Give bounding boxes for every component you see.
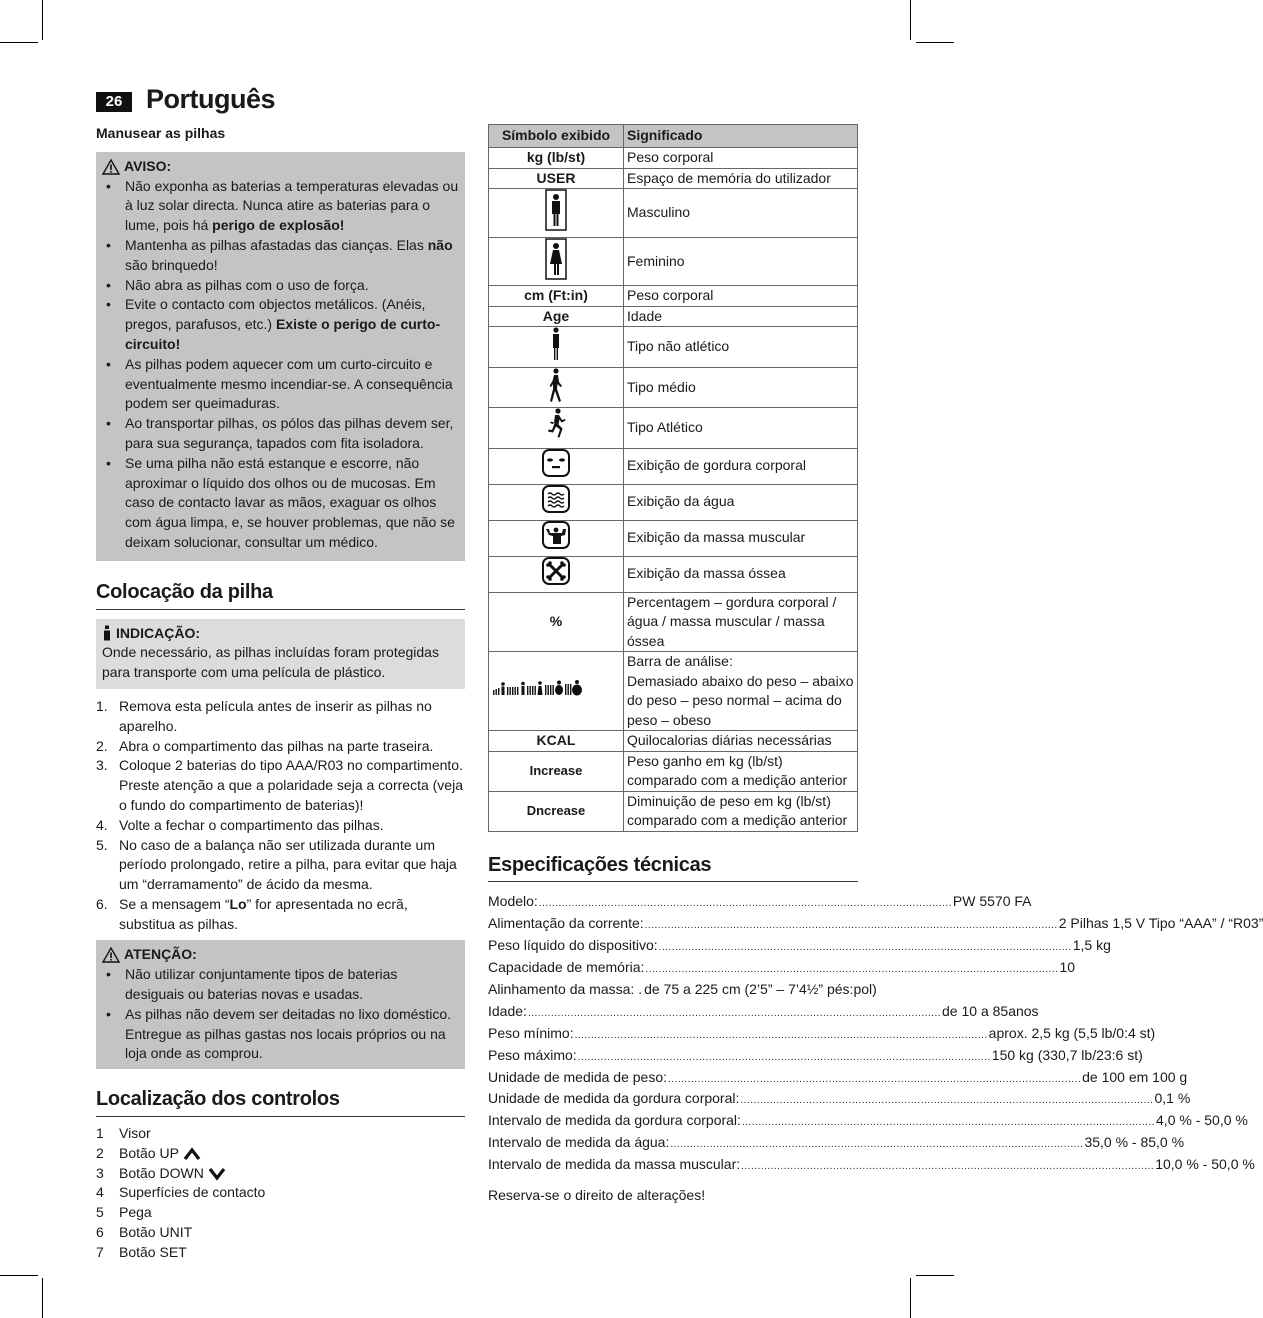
female-icon — [545, 238, 567, 286]
crop-mark — [42, 0, 43, 40]
meaning-cell — [624, 652, 858, 731]
step-text: Abra o compartimento das pilhas na parte traseira. — [119, 737, 434, 754]
meaning-cell — [624, 791, 858, 831]
table-row — [489, 237, 858, 286]
caution-box — [96, 940, 465, 1069]
spec-value: 150 kg (330,7 lb/23:6 st) — [991, 1046, 1143, 1063]
warning-title-text: AVISO: — [124, 157, 172, 174]
crop-mark — [916, 42, 954, 43]
body-fat-icon — [542, 449, 570, 477]
note-title-text: INDICAÇÃO: — [116, 624, 200, 641]
muscle-icon — [542, 521, 570, 549]
spec-value: de 75 a 225 cm (2’5” – 7’4½” pés:pol) — [644, 980, 877, 997]
item-text: Não abra as pilhas com o uso de força. — [125, 276, 369, 293]
symbol-text: kg (lb/st) — [526, 149, 586, 165]
caution-title-text: ATENÇÃO: — [124, 946, 197, 963]
spec-value: 4,0 % - 50,0 % — [1156, 1112, 1248, 1129]
spec-label: Capacidade de memória: — [488, 959, 645, 976]
item-emphasis: Existe o perigo de curto-circuito! — [125, 316, 441, 352]
meaning-text: Percentagem – gordura corporal / água / massa muscular / massa óssea — [627, 593, 837, 649]
symbol-text: cm (Ft:in) — [524, 287, 588, 303]
spec-value: 10,0 % - 50,0 % — [1155, 1156, 1255, 1173]
symbol-cell — [489, 189, 624, 238]
step-item — [96, 895, 465, 935]
control-item — [96, 1164, 465, 1184]
spec-value: 0,1 % — [1154, 1090, 1191, 1107]
crop-mark — [916, 1275, 954, 1276]
symbol-text: USER — [536, 169, 576, 186]
list-item — [102, 295, 459, 354]
list-item — [102, 355, 459, 414]
item-emphasis: perigo de explosão! — [212, 217, 345, 234]
page-number: 26 — [96, 92, 132, 112]
control-label: Visor — [119, 1125, 151, 1142]
info-icon — [102, 625, 112, 641]
table-row — [489, 408, 858, 449]
table-header-meaning: Significado — [624, 125, 858, 148]
controls-list — [96, 1124, 465, 1263]
item-text: As pilhas podem aquecer com um curto-circuito e eventualmente mesmo incendiar-se. A consequência podem ser queimaduras. — [125, 355, 453, 412]
list-item — [102, 236, 459, 276]
table-row — [489, 556, 858, 592]
symbol-cell — [489, 148, 624, 169]
table-row — [489, 327, 858, 368]
spec-row — [488, 1024, 1156, 1046]
meaning-text: Tipo Atlético — [627, 419, 703, 435]
left-column — [96, 124, 465, 1263]
symbol-text: Increase — [529, 763, 583, 779]
control-item — [96, 1183, 465, 1203]
step-item — [96, 737, 465, 757]
water-icon — [542, 485, 570, 513]
spec-dots: .............................................................................................................................. — [670, 1139, 1084, 1151]
meaning-text: Quilocalorias diárias necessárias — [627, 732, 832, 748]
table-row — [489, 168, 858, 189]
meaning-text: Exibição de gordura corporal — [627, 457, 806, 474]
step-emphasis: Lo — [229, 895, 247, 912]
spec-label: Intervalo de medida da massa muscular: — [488, 1156, 741, 1173]
spec-value: 2 Pilhas 1,5 V Tipo “AAA” / “R03” — [1058, 915, 1263, 932]
meaning-cell — [624, 306, 858, 327]
symbol-cell — [489, 592, 624, 652]
symbol-text: KCAL — [536, 732, 576, 748]
section-title-specs: Especificações técnicas — [488, 856, 858, 883]
meaning-cell — [624, 367, 858, 408]
control-number: 3 — [96, 1164, 104, 1181]
spec-dots: .............................................................................................................................. — [740, 1095, 1154, 1107]
spec-dots: .............................................................................................................................. — [577, 1051, 991, 1063]
symbol-cell — [489, 327, 624, 368]
spec-label: Intervalo de medida da água: — [488, 1134, 670, 1151]
meaning-text: Diminuição de peso em kg (lb/st) comparado com a medição anterior — [627, 792, 848, 828]
symbol-text: Age — [542, 307, 570, 324]
step-text: Coloque 2 baterias do tipo AAA/R03 no compartimento. Preste atenção a que a polaridade seja a correcta (veja o fundo do compartimento de baterias)! — [119, 757, 463, 813]
step-number: 6. — [96, 895, 108, 912]
step-text: Volte a fechar o compartimento das pilhas. — [119, 816, 384, 833]
analysis-bar-icon — [492, 678, 620, 704]
spec-label: Intervalo de medida da gordura corporal: — [488, 1112, 741, 1129]
meaning-cell — [624, 286, 858, 307]
step-number: 4. — [96, 816, 108, 833]
spec-row — [488, 1046, 1143, 1068]
caution-title — [102, 945, 459, 965]
step-item — [96, 697, 465, 737]
spec-dots: .............................................................................................................................. — [668, 1073, 1082, 1085]
spec-row — [488, 1002, 1039, 1024]
meaning-text: Masculino — [627, 204, 691, 220]
item-text: são brinquedo! — [125, 256, 218, 273]
spec-dots: .............................................................................................................................. — [741, 1117, 1156, 1129]
spec-label: Peso mínimo: — [488, 1024, 574, 1041]
symbol-cell — [489, 751, 624, 791]
running-person-icon — [546, 408, 566, 442]
spec-label: Alimentação da corrente: — [488, 915, 644, 932]
control-number: 7 — [96, 1243, 104, 1260]
running-person-icon — [546, 408, 566, 448]
meaning-cell — [624, 448, 858, 484]
control-number: 6 — [96, 1224, 104, 1241]
muscle-icon — [542, 521, 570, 555]
symbols-table — [488, 124, 858, 832]
spec-row — [488, 980, 877, 1002]
meaning-text: Tipo não atlético — [627, 338, 730, 354]
water-icon — [542, 485, 570, 519]
symbol-text: % — [549, 613, 563, 629]
spec-row — [488, 958, 1076, 980]
spec-row — [488, 936, 1111, 958]
meaning-cell — [624, 408, 858, 449]
control-label: Botão UP — [119, 1144, 179, 1161]
spec-row — [488, 892, 1032, 914]
table-row — [489, 448, 858, 484]
spec-dots: .............................................................................................................................. — [527, 1007, 942, 1019]
spec-row — [488, 1155, 1255, 1177]
symbol-cell — [489, 731, 624, 752]
step-number: 1. — [96, 697, 108, 714]
spec-value: PW 5570 FA — [952, 893, 1032, 910]
list-item — [102, 177, 459, 236]
meaning-text: Tipo médio — [627, 378, 696, 395]
table-header-symbol: Símbolo exibido — [489, 125, 624, 148]
meaning-cell — [624, 751, 858, 791]
table-row — [489, 189, 858, 238]
item-text: Mantenha as pilhas afastadas das cianças. Elas — [125, 236, 428, 253]
crop-mark — [910, 0, 911, 40]
spec-value: aprox. 2,5 kg (5,5 lb/0:4 st) — [988, 1024, 1156, 1041]
symbol-cell — [489, 556, 624, 592]
item-emphasis: não — [427, 236, 453, 253]
caution-list — [102, 965, 459, 1064]
spec-dots: .............................................................................................................................. — [645, 964, 1059, 976]
meaning-cell — [624, 168, 858, 189]
note-text: Onde necessário, as pilhas incluídas foram protegidas para transporte com uma película de plástico. — [102, 644, 439, 681]
item-text: Não exponha as baterias a temperaturas elevadas ou à luz solar directa. Nunca atire as baterias para o lume, pois há — [125, 177, 459, 234]
symbol-cell — [489, 306, 624, 327]
spec-row — [488, 914, 1263, 936]
item-text: Ao transportar pilhas, os pólos das pilhas devem ser, para sua segurança, tapados com fita isoladora. — [125, 415, 454, 451]
specs-list — [488, 892, 1263, 1177]
spec-dots: .............................................................................................................................. — [644, 920, 1058, 932]
meaning-cell — [624, 520, 858, 556]
item-text: Se uma pilha não está estanque e escorre, não aproximar o líquido dos olhos ou de mucosas. Em caso de contacto lavar as mãos, exaguar os olhos com água limpa, e, se houver problemas, que não se deixam solucionar, consultar um médico. — [125, 454, 455, 550]
table-header-row — [489, 125, 858, 148]
control-number: 1 — [96, 1125, 104, 1142]
analysis-bar-icon — [492, 678, 620, 698]
symbol-cell — [489, 652, 624, 731]
meaning-text: Peso corporal — [627, 149, 714, 165]
walking-person-icon — [547, 368, 565, 402]
step-item — [96, 836, 465, 895]
warning-title — [102, 157, 459, 177]
walking-person-icon — [547, 368, 565, 408]
meaning-cell — [624, 556, 858, 592]
symbol-cell — [489, 237, 624, 286]
control-item — [96, 1144, 465, 1164]
table-row — [489, 520, 858, 556]
control-number: 4 — [96, 1184, 104, 1201]
note-box — [96, 619, 465, 689]
step-item — [96, 756, 465, 815]
spec-label: Peso líquido do dispositivo: — [488, 937, 658, 954]
control-number: 2 — [96, 1144, 104, 1161]
step-text: Remova esta película antes de inserir as pilhas no aparelho. — [119, 697, 432, 734]
spec-row — [488, 1089, 1191, 1111]
spec-label: Unidade de medida da gordura corporal: — [488, 1090, 740, 1107]
meaning-cell — [624, 592, 858, 652]
crop-mark — [0, 42, 38, 43]
meaning-cell — [624, 148, 858, 169]
table-row — [489, 652, 858, 731]
table-row — [489, 306, 858, 327]
step-text: Se a mensagem “ — [119, 895, 230, 912]
symbol-cell — [489, 448, 624, 484]
table-row — [489, 286, 858, 307]
control-item — [96, 1203, 465, 1223]
symbol-cell — [489, 168, 624, 189]
step-number: 2. — [96, 737, 108, 754]
item-text: Evite o contacto com objectos metálicos. (Anéis, pregos, parafusos, etc.) — [125, 296, 426, 333]
symbol-cell — [489, 484, 624, 520]
crop-mark — [910, 1278, 911, 1318]
step-number: 3. — [96, 757, 108, 774]
arrow-up-icon — [183, 1147, 201, 1161]
spec-row — [488, 1111, 1248, 1133]
table-row — [489, 367, 858, 408]
table-row — [489, 731, 858, 752]
symbol-cell — [489, 367, 624, 408]
symbol-cell — [489, 520, 624, 556]
step-text: ” for apresentada no ecrã, substitua as pilhas. — [119, 895, 408, 932]
symbol-cell — [489, 791, 624, 831]
meaning-cell — [624, 189, 858, 238]
standing-person-icon — [549, 327, 563, 367]
batteries-heading: Manusear as pilhas — [96, 125, 226, 141]
list-item: • Não utilizar conjuntamente tipos de baterias desiguais ou baterias novas e usadas. — [102, 965, 459, 1005]
spec-value: de 100 em 100 g — [1082, 1068, 1188, 1085]
spec-value: 1,5 kg — [1072, 937, 1111, 954]
battery-warning-list — [102, 177, 459, 553]
control-label: Botão DOWN — [119, 1164, 204, 1181]
warning-icon — [102, 947, 120, 963]
male-icon — [545, 189, 567, 231]
spec-label: Modelo: — [488, 893, 538, 910]
spec-label: Unidade de medida de peso: — [488, 1068, 668, 1085]
step-number: 5. — [96, 836, 108, 853]
list-item — [102, 414, 459, 454]
meaning-cell — [624, 731, 858, 752]
male-icon — [545, 189, 567, 237]
list-item — [102, 454, 459, 553]
note-title — [102, 624, 459, 644]
control-item — [96, 1124, 465, 1144]
body-fat-icon — [542, 449, 570, 483]
right-column — [488, 124, 1263, 1206]
control-number: 5 — [96, 1204, 104, 1221]
spec-row — [488, 1133, 1185, 1155]
meaning-text: Idade — [627, 307, 663, 324]
symbol-text: Dncrease — [526, 803, 586, 819]
table-row — [489, 148, 858, 169]
spec-value: de 10 a 85anos — [942, 1002, 1039, 1019]
control-item — [96, 1243, 465, 1263]
meaning-cell — [624, 237, 858, 286]
meaning-text: Exibição da massa muscular — [627, 529, 806, 546]
spec-dots: .............................................................................................................................. — [658, 942, 1072, 954]
insertion-steps — [96, 697, 465, 935]
step-text: No caso de a balança não ser utilizada durante um período prolongado, retire a pilha, para evitar que haja um “derramamento” de ácido da mesma. — [119, 836, 457, 893]
meaning-text: Peso ganho em kg (lb/st) comparado com a medição anterior — [627, 752, 848, 788]
spec-dots: .............................................................................................................................. — [538, 898, 952, 910]
meaning-text: Exibição da água — [627, 493, 735, 510]
control-label: Botão SET — [119, 1243, 187, 1260]
spec-label: Alinhamento da massa: . — [488, 980, 643, 997]
table-row — [489, 484, 858, 520]
list-item — [102, 276, 459, 296]
control-label: Botão UNIT — [119, 1224, 193, 1241]
meaning-text: Peso corporal — [627, 287, 714, 303]
step-item — [96, 816, 465, 836]
spec-label: Idade: — [488, 1002, 527, 1019]
table-row — [489, 751, 858, 791]
arrow-down-icon — [208, 1167, 226, 1181]
battery-warning-box — [96, 152, 465, 561]
meaning-text: Espaço de memória do utilizador — [627, 169, 831, 186]
female-icon — [545, 238, 567, 280]
section-title-controls: Localização dos controlos — [96, 1090, 465, 1117]
control-item — [96, 1223, 465, 1243]
bone-icon — [542, 557, 570, 585]
spec-value: 35,0 % - 85,0 % — [1084, 1134, 1185, 1151]
crop-mark — [42, 1278, 43, 1318]
warning-icon — [102, 159, 120, 175]
control-label: Superfícies de contacto — [119, 1184, 266, 1201]
symbol-cell — [489, 286, 624, 307]
spec-dots: .............................................................................................................................. — [741, 1161, 1155, 1173]
spec-dots: .............................................................................................................................. — [574, 1029, 988, 1041]
footnote: Reserva-se o direito de alterações! — [488, 1187, 706, 1204]
meaning-text: Barra de análise: Demasiado abaixo do peso – abaixo do peso – peso normal – acima do peso – obeso — [627, 653, 854, 728]
meaning-text: Feminino — [627, 252, 685, 269]
standing-person-icon — [549, 327, 563, 361]
table-row — [489, 791, 858, 831]
table-row — [489, 592, 858, 652]
page-title: Português — [146, 84, 276, 114]
crop-mark — [0, 1275, 38, 1276]
control-label: Pega — [119, 1204, 152, 1221]
list-item: • As pilhas não devem ser deitadas no lixo doméstico. Entregue as pilhas gastas nos locais próprios ou na loja onde as comprou. — [102, 1005, 459, 1064]
spec-label: Peso máximo: — [488, 1046, 577, 1063]
symbol-cell — [489, 408, 624, 449]
meaning-cell — [624, 327, 858, 368]
meaning-cell — [624, 484, 858, 520]
section-title-insertion: Colocação da pilha — [96, 583, 465, 610]
spec-row — [488, 1068, 1188, 1090]
spec-value: 10 — [1059, 959, 1076, 976]
bone-icon — [542, 557, 570, 591]
meaning-text: Exibição da massa óssea — [627, 565, 786, 582]
